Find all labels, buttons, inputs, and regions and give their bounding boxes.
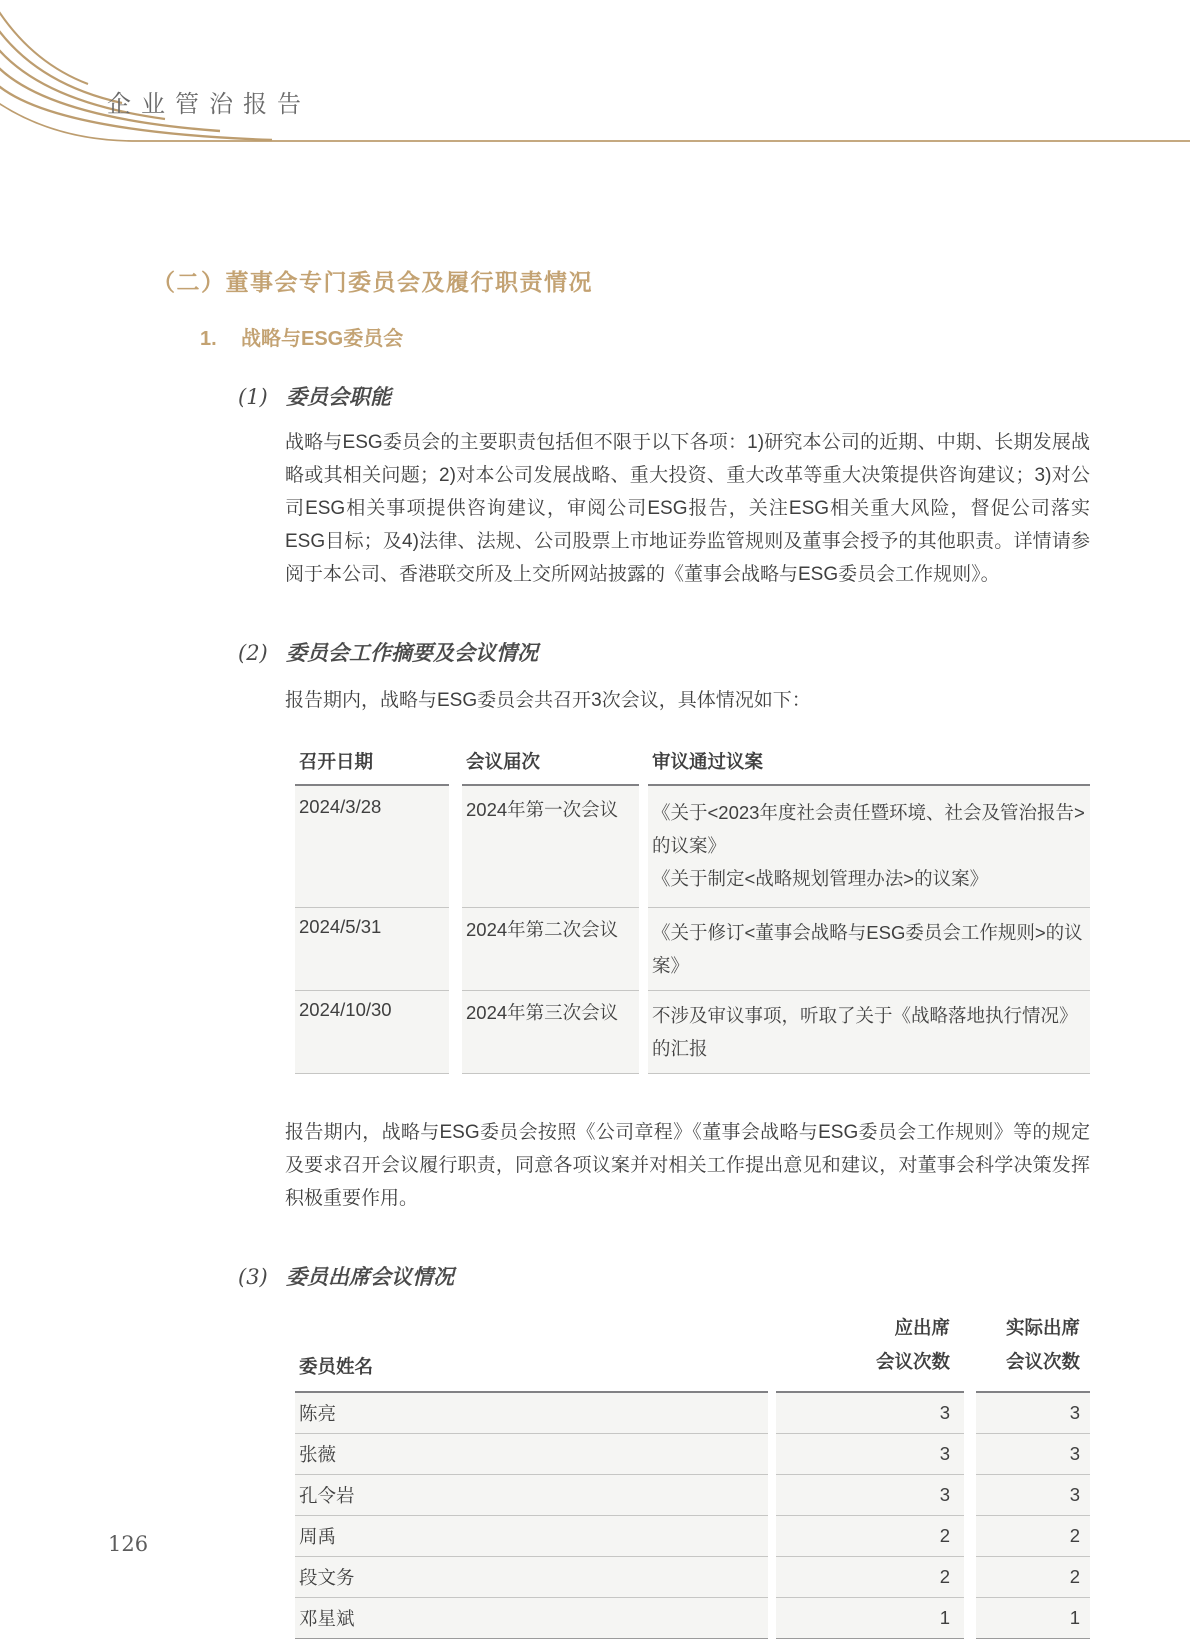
meeting-session: 2024年第一次会议: [462, 786, 639, 908]
meeting-date: 2024/10/30: [295, 991, 449, 1074]
attendance-table: [295, 1311, 1090, 1639]
meeting-items: [648, 991, 1090, 1074]
member-required-count: 2: [776, 1557, 964, 1598]
attendance-table-header: [295, 1311, 1090, 1393]
page-number: 126: [108, 1532, 149, 1556]
attendance-header-required: [776, 1311, 964, 1393]
subsection-title: 战略与ESG委员会: [241, 328, 404, 350]
column-gap: [449, 991, 462, 1074]
member-actual-count: 3: [976, 1475, 1090, 1516]
subsection-heading: [200, 322, 1190, 351]
attendance-header-actual-line1: 实际出席: [1005, 1317, 1080, 1338]
table-row: [295, 991, 1090, 1074]
meetings-table: [295, 740, 1090, 1074]
item2-intro: 报告期内，战略与ESG委员会共召开3次会议，具体情况如下：: [285, 690, 811, 711]
meeting-item: 《关于<2023年度社会责任暨环境、社会及管治报告>的议案》: [652, 802, 1085, 856]
member-name: 段文务: [295, 1557, 768, 1598]
meeting-item: 《关于制定<战略规划管理办法>的议案》: [652, 868, 989, 889]
table-row: [295, 1598, 1090, 1639]
meetings-header-date: 召开日期: [295, 740, 449, 786]
member-name: 邓星斌: [295, 1598, 768, 1639]
item2-title: 委员会工作摘要及会议情况: [286, 640, 538, 665]
meeting-session: 2024年第二次会议: [462, 908, 639, 991]
member-actual-count: 2: [976, 1516, 1090, 1557]
attendance-header-name: 委员姓名: [295, 1311, 768, 1393]
meeting-session: 2024年第三次会议: [462, 991, 639, 1074]
column-gap: [964, 1557, 976, 1598]
member-required-count: 2: [776, 1516, 964, 1557]
meetings-header-session: 会议届次: [462, 740, 639, 786]
column-gap: [768, 1475, 776, 1516]
column-gap: [768, 1557, 776, 1598]
meetings-header-items: 审议通过议案: [648, 740, 1090, 786]
column-gap: [768, 1311, 776, 1393]
item2-closing-paragraph: 报告期内，战略与ESG委员会按照《公司章程》《董事会战略与ESG委员会工作规则》等的规定及要求召开会议履行职责，同意各项议案并对相关工作提出意见和建议，对董事会科学决策发挥积极重要作用。: [285, 1122, 1090, 1209]
table-row: [295, 1475, 1090, 1516]
member-actual-count: 2: [976, 1557, 1090, 1598]
table-row: [295, 908, 1090, 991]
meeting-items: [648, 908, 1090, 991]
item1-heading: [238, 381, 1190, 411]
column-gap: [768, 1598, 776, 1639]
member-actual-count: 3: [976, 1393, 1090, 1434]
meeting-item: 《关于修订<董事会战略与ESG委员会工作规则>的议案》: [652, 922, 1083, 976]
column-gap: [964, 1598, 976, 1639]
meeting-item: 不涉及审议事项，听取了关于《战略落地执行情况》的汇报: [652, 1005, 1078, 1059]
column-gap: [639, 908, 648, 991]
member-required-count: 1: [776, 1598, 964, 1639]
column-gap: [639, 991, 648, 1074]
column-gap: [768, 1393, 776, 1434]
column-gap: [964, 1393, 976, 1434]
subsection-number: 1.: [200, 328, 217, 350]
member-required-count: 3: [776, 1393, 964, 1434]
member-actual-count: 3: [976, 1434, 1090, 1475]
item3-number: (3): [238, 1265, 268, 1289]
column-gap: [768, 1434, 776, 1475]
item3-heading: [238, 1261, 1190, 1291]
attendance-header-required-line1: 应出席: [894, 1317, 950, 1338]
item1-number: (1): [238, 385, 268, 409]
section-heading: （二）董事会专门委员会及履行职责情况: [152, 269, 593, 295]
meeting-date: 2024/5/31: [295, 908, 449, 991]
member-name: 陈亮: [295, 1393, 768, 1434]
attendance-header-actual: [976, 1311, 1090, 1393]
member-actual-count: 1: [976, 1598, 1090, 1639]
column-gap: [964, 1516, 976, 1557]
member-required-count: 3: [776, 1475, 964, 1516]
table-row: [295, 786, 1090, 908]
attendance-header-required-line2: 会议次数: [875, 1351, 950, 1372]
member-name: 孔令岩: [295, 1475, 768, 1516]
column-gap: [639, 786, 648, 908]
item2-heading: [238, 637, 1190, 667]
report-title: 企业管治报告: [107, 90, 311, 118]
table-row: [295, 1516, 1090, 1557]
item1-paragraph: 战略与ESG委员会的主要职责包括但不限于以下各项：1)研究本公司的近期、中期、长期发展战略或其相关问题；2)对本公司发展战略、重大投资、重大改革等重大决策提供咨询建议；3)对公司ESG相关事项提供咨询建议，审阅公司ESG报告，关注ESG相关重大风险，督促公司落实ESG目标；及4)法律、法规、公司股票上市地证券监管规则及董事会授予的其他职责。详情请参阅于本公司、香港联交所及上交所网站披露的《董事会战略与ESG委员会工作规则》。: [285, 432, 1090, 585]
member-name: 张薇: [295, 1434, 768, 1475]
column-gap: [768, 1516, 776, 1557]
column-gap: [964, 1311, 976, 1393]
item1-title: 委员会职能: [286, 384, 391, 409]
meeting-date: 2024/3/28: [295, 786, 449, 908]
table-row: [295, 1434, 1090, 1475]
item2-number: (2): [238, 641, 268, 665]
item3-title: 委员出席会议情况: [286, 1264, 454, 1289]
table-row: [295, 1557, 1090, 1598]
column-gap: [964, 1475, 976, 1516]
member-required-count: 3: [776, 1434, 964, 1475]
column-gap: [449, 740, 462, 786]
meetings-table-header: [295, 740, 1090, 786]
column-gap: [449, 908, 462, 991]
member-name: 周禹: [295, 1516, 768, 1557]
column-gap: [639, 740, 648, 786]
table-row: [295, 1393, 1090, 1434]
attendance-header-actual-line2: 会议次数: [1005, 1351, 1080, 1372]
column-gap: [964, 1434, 976, 1475]
page-header: [0, 0, 1190, 142]
meeting-items: [648, 786, 1090, 908]
column-gap: [449, 786, 462, 908]
